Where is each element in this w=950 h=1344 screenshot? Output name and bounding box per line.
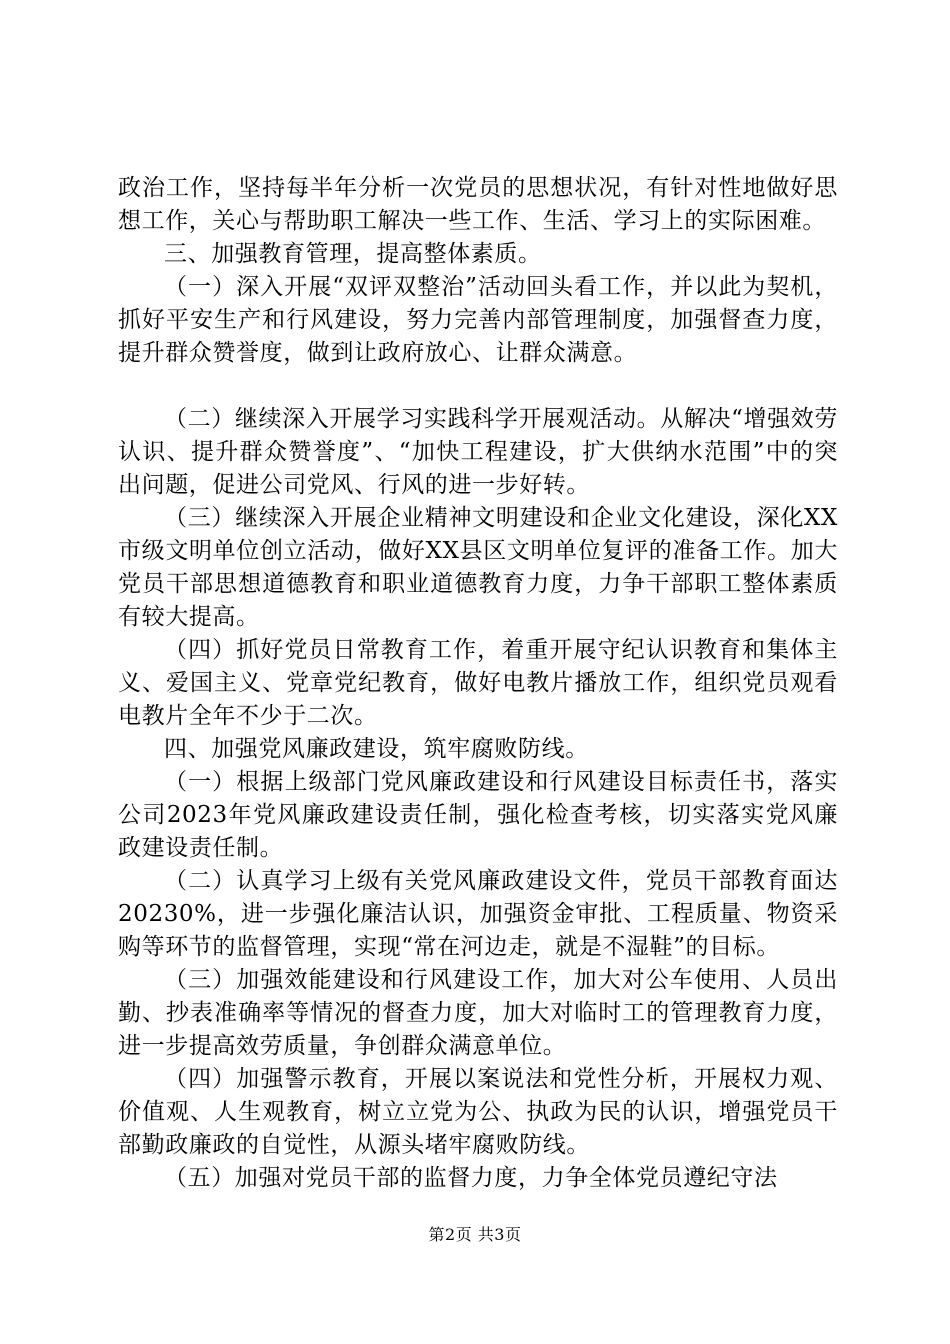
paragraph-4-4: （四）加强警示教育，开展以案说法和党性分析，开展权力观、价值观、人生观教育，树立立党为公、执政为民的认识，增强党员干部勤政廉政的自觉性，从源头堵牢腐败防线。 — [118, 1066, 838, 1158]
paragraph-4-5: （五）加强对党员干部的监督力度，力争全体党员遵纪守法 — [164, 1165, 778, 1191]
page-footer: 第2页 共3页 — [428, 1225, 522, 1244]
paragraph-3-2: （二）继续深入开展学习实践科学开展观活动。从解决“增强效劳认识、提升群众赞誉度”、“加快工程建设，扩大供纳水范围”中的突出问题，促进公司党风、行风的进一步好转。 — [118, 406, 838, 498]
paragraph-4-2: （二）认真学习上级有关党风廉政建设文件，党员干部教育面达20230%，进一步强化廉洁认识，加强资金审批、工程质量、物资采购等环节的监督管理，实现“常在河边走，就是不湿鞋”的目标。 — [118, 868, 838, 960]
paragraph-3-1: （一）深入开展“双评双整治”活动回头看工作，并以此为契机，抓好平安生产和行风建设，努力完善内部管理制度，加强督查力度，提升群众赞誉度，做到让政府放心、让群众满意。 — [118, 274, 838, 366]
paragraph-4-3: （三）加强效能建设和行风建设工作，加大对公车使用、人员出勤、抄表准确率等情况的督查力度，加大对临时工的管理教育力度，进一步提高效劳质量，争创群众满意单位。 — [118, 967, 838, 1059]
section-heading-three: 三、加强教育管理，提高整体素质。 — [164, 241, 542, 267]
document-body — [118, 172, 838, 1195]
paragraph-4-1: （一）根据上级部门党风廉政建设和行风建设目标责任书，落实公司2023年党风廉政建设责任制，强化检查考核，切实落实党风廉政建设责任制。 — [118, 769, 838, 861]
paragraph-continuation: 政治工作，坚持每半年分析一次党员的思想状况，有针对性地做好思想工作，关心与帮助职工解决一些工作、生活、学习上的实际困难。 — [118, 175, 838, 234]
paragraph-3-3: （三）继续深入开展企业精神文明建设和企业文化建设，深化XX市级文明单位创立活动，做好XX县区文明单位复评的准备工作。加大党员干部思想道德教育和职业道德教育力度，力争干部职工整体素质有较大提高。 — [118, 505, 838, 630]
paragraph-3-4: （四）抓好党员日常教育工作，着重开展守纪认识教育和集体主义、爱国主义、党章党纪教育，做好电教片播放工作，组织党员观看电教片全年不少于二次。 — [118, 637, 838, 729]
section-heading-four: 四、加强党风廉政建设，筑牢腐败防线。 — [164, 736, 589, 762]
